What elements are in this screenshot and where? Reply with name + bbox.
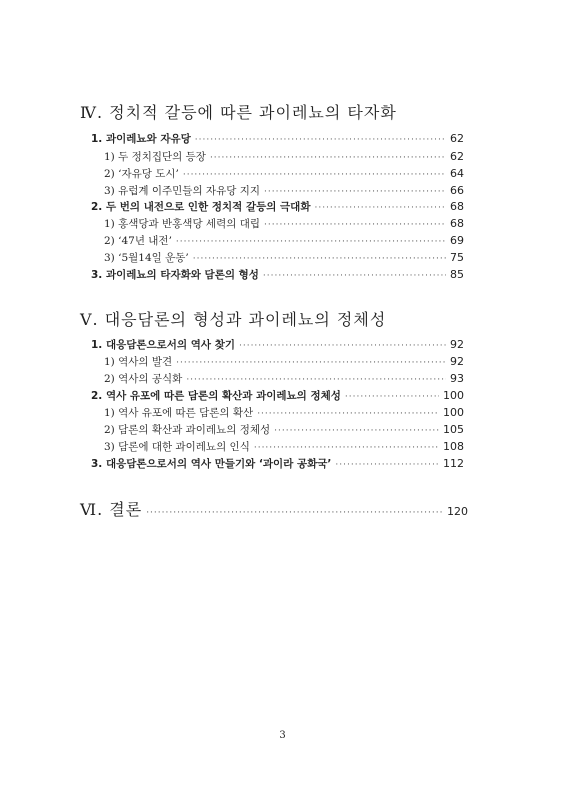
section-title: 1. 대응담론으로서의 역사 찾기 <box>91 339 235 351</box>
subsection-title: 2) 역사의 공식화 <box>104 373 183 385</box>
toc-subsection <box>104 354 464 369</box>
page-ref: 108 <box>443 440 464 453</box>
toc-subsection <box>104 216 464 231</box>
page-ref: 85 <box>450 268 464 281</box>
toc-subsection <box>104 439 464 454</box>
toc-subsection <box>104 149 464 164</box>
leader-dots <box>264 220 446 230</box>
leader-dots <box>254 443 439 453</box>
chapter-title: Ⅴ. 대응담론의 형성과 과이레뇨의 정체성 <box>80 310 387 329</box>
toc-subsection <box>104 422 464 437</box>
subsection-title: 1) 두 정치집단의 등장 <box>104 151 206 163</box>
section-title: 3. 대응담론으로서의 역사 만들기와 ‘과이라 공화국’ <box>91 458 332 470</box>
page-ref: 93 <box>450 372 464 385</box>
page-ref: 112 <box>443 457 464 470</box>
page-ref: 92 <box>450 338 464 351</box>
section-title: 2. 두 번의 내전으로 인한 정치적 갈등의 극대화 <box>91 201 311 213</box>
page-number: 3 <box>279 730 286 741</box>
leader-dots <box>239 341 446 351</box>
leader-dots <box>176 237 446 247</box>
leader-dots <box>210 153 446 163</box>
subsection-title: 3) 담론에 대한 과이레뇨의 인식 <box>104 441 250 453</box>
leader-dots <box>274 426 439 436</box>
subsection-title: 1) 홍색당과 반홍색당 세력의 대립 <box>104 218 260 230</box>
section-title: 3. 과이레뇨의 타자화와 담론의 형성 <box>91 269 259 281</box>
leader-dots <box>195 135 446 145</box>
toc-section <box>91 199 464 214</box>
page-ref: 92 <box>450 355 464 368</box>
toc-section <box>91 131 464 146</box>
subsection-title: 1) 역사의 발견 <box>104 356 173 368</box>
toc-section <box>91 337 464 352</box>
toc-section <box>91 388 464 403</box>
leader-dots <box>314 203 446 213</box>
subsection-title: 2) ‘자유당 도시’ <box>104 168 179 180</box>
toc-subsection <box>104 233 464 248</box>
page-ref: 75 <box>450 251 464 264</box>
leader-dots <box>146 508 443 518</box>
toc-subsection <box>104 405 464 420</box>
leader-dots <box>263 271 446 281</box>
toc-final-chapter <box>80 497 468 520</box>
subsection-title: 3) ‘5월14일 운동’ <box>104 252 189 264</box>
subsection-title: 2) ‘47년 내전’ <box>104 235 172 247</box>
leader-dots <box>183 170 446 180</box>
subsection-title: 2) 담론의 확산과 과이레뇨의 정체성 <box>104 424 271 436</box>
page-ref: 120 <box>447 505 468 518</box>
toc-subsection <box>104 250 464 265</box>
page-ref: 62 <box>450 150 464 163</box>
chapter-title: Ⅳ. 정치적 갈등에 따른 과이레뇨의 타자화 <box>80 103 397 122</box>
toc-subsection <box>104 371 464 386</box>
page-ref: 62 <box>450 132 464 145</box>
toc-subsection <box>104 183 464 198</box>
toc-section <box>91 456 464 471</box>
page-ref: 105 <box>443 423 464 436</box>
section-title: 2. 역사 유포에 따른 담론의 확산과 과이레뇨의 정체성 <box>91 390 341 402</box>
leader-dots <box>335 460 439 470</box>
leader-dots <box>176 358 446 368</box>
toc-subsection <box>104 166 464 181</box>
leader-dots <box>345 392 439 402</box>
page-ref: 68 <box>450 200 464 213</box>
toc-section <box>91 267 464 282</box>
page-ref: 69 <box>450 234 464 247</box>
chapter-title: Ⅵ. 결론 <box>80 500 143 519</box>
leader-dots <box>186 375 446 385</box>
page-ref: 68 <box>450 217 464 230</box>
subsection-title: 3) 유럽계 이주민들의 자유당 지지 <box>104 185 260 197</box>
leader-dots <box>264 187 446 197</box>
leader-dots <box>257 409 439 419</box>
page-ref: 100 <box>443 406 464 419</box>
leader-dots <box>193 254 446 264</box>
subsection-title: 1) 역사 유포에 따른 담론의 확산 <box>104 407 254 419</box>
page-ref: 100 <box>443 389 464 402</box>
page-ref: 64 <box>450 167 464 180</box>
section-title: 1. 과이레뇨와 자유당 <box>91 133 191 145</box>
page-ref: 66 <box>450 184 464 197</box>
